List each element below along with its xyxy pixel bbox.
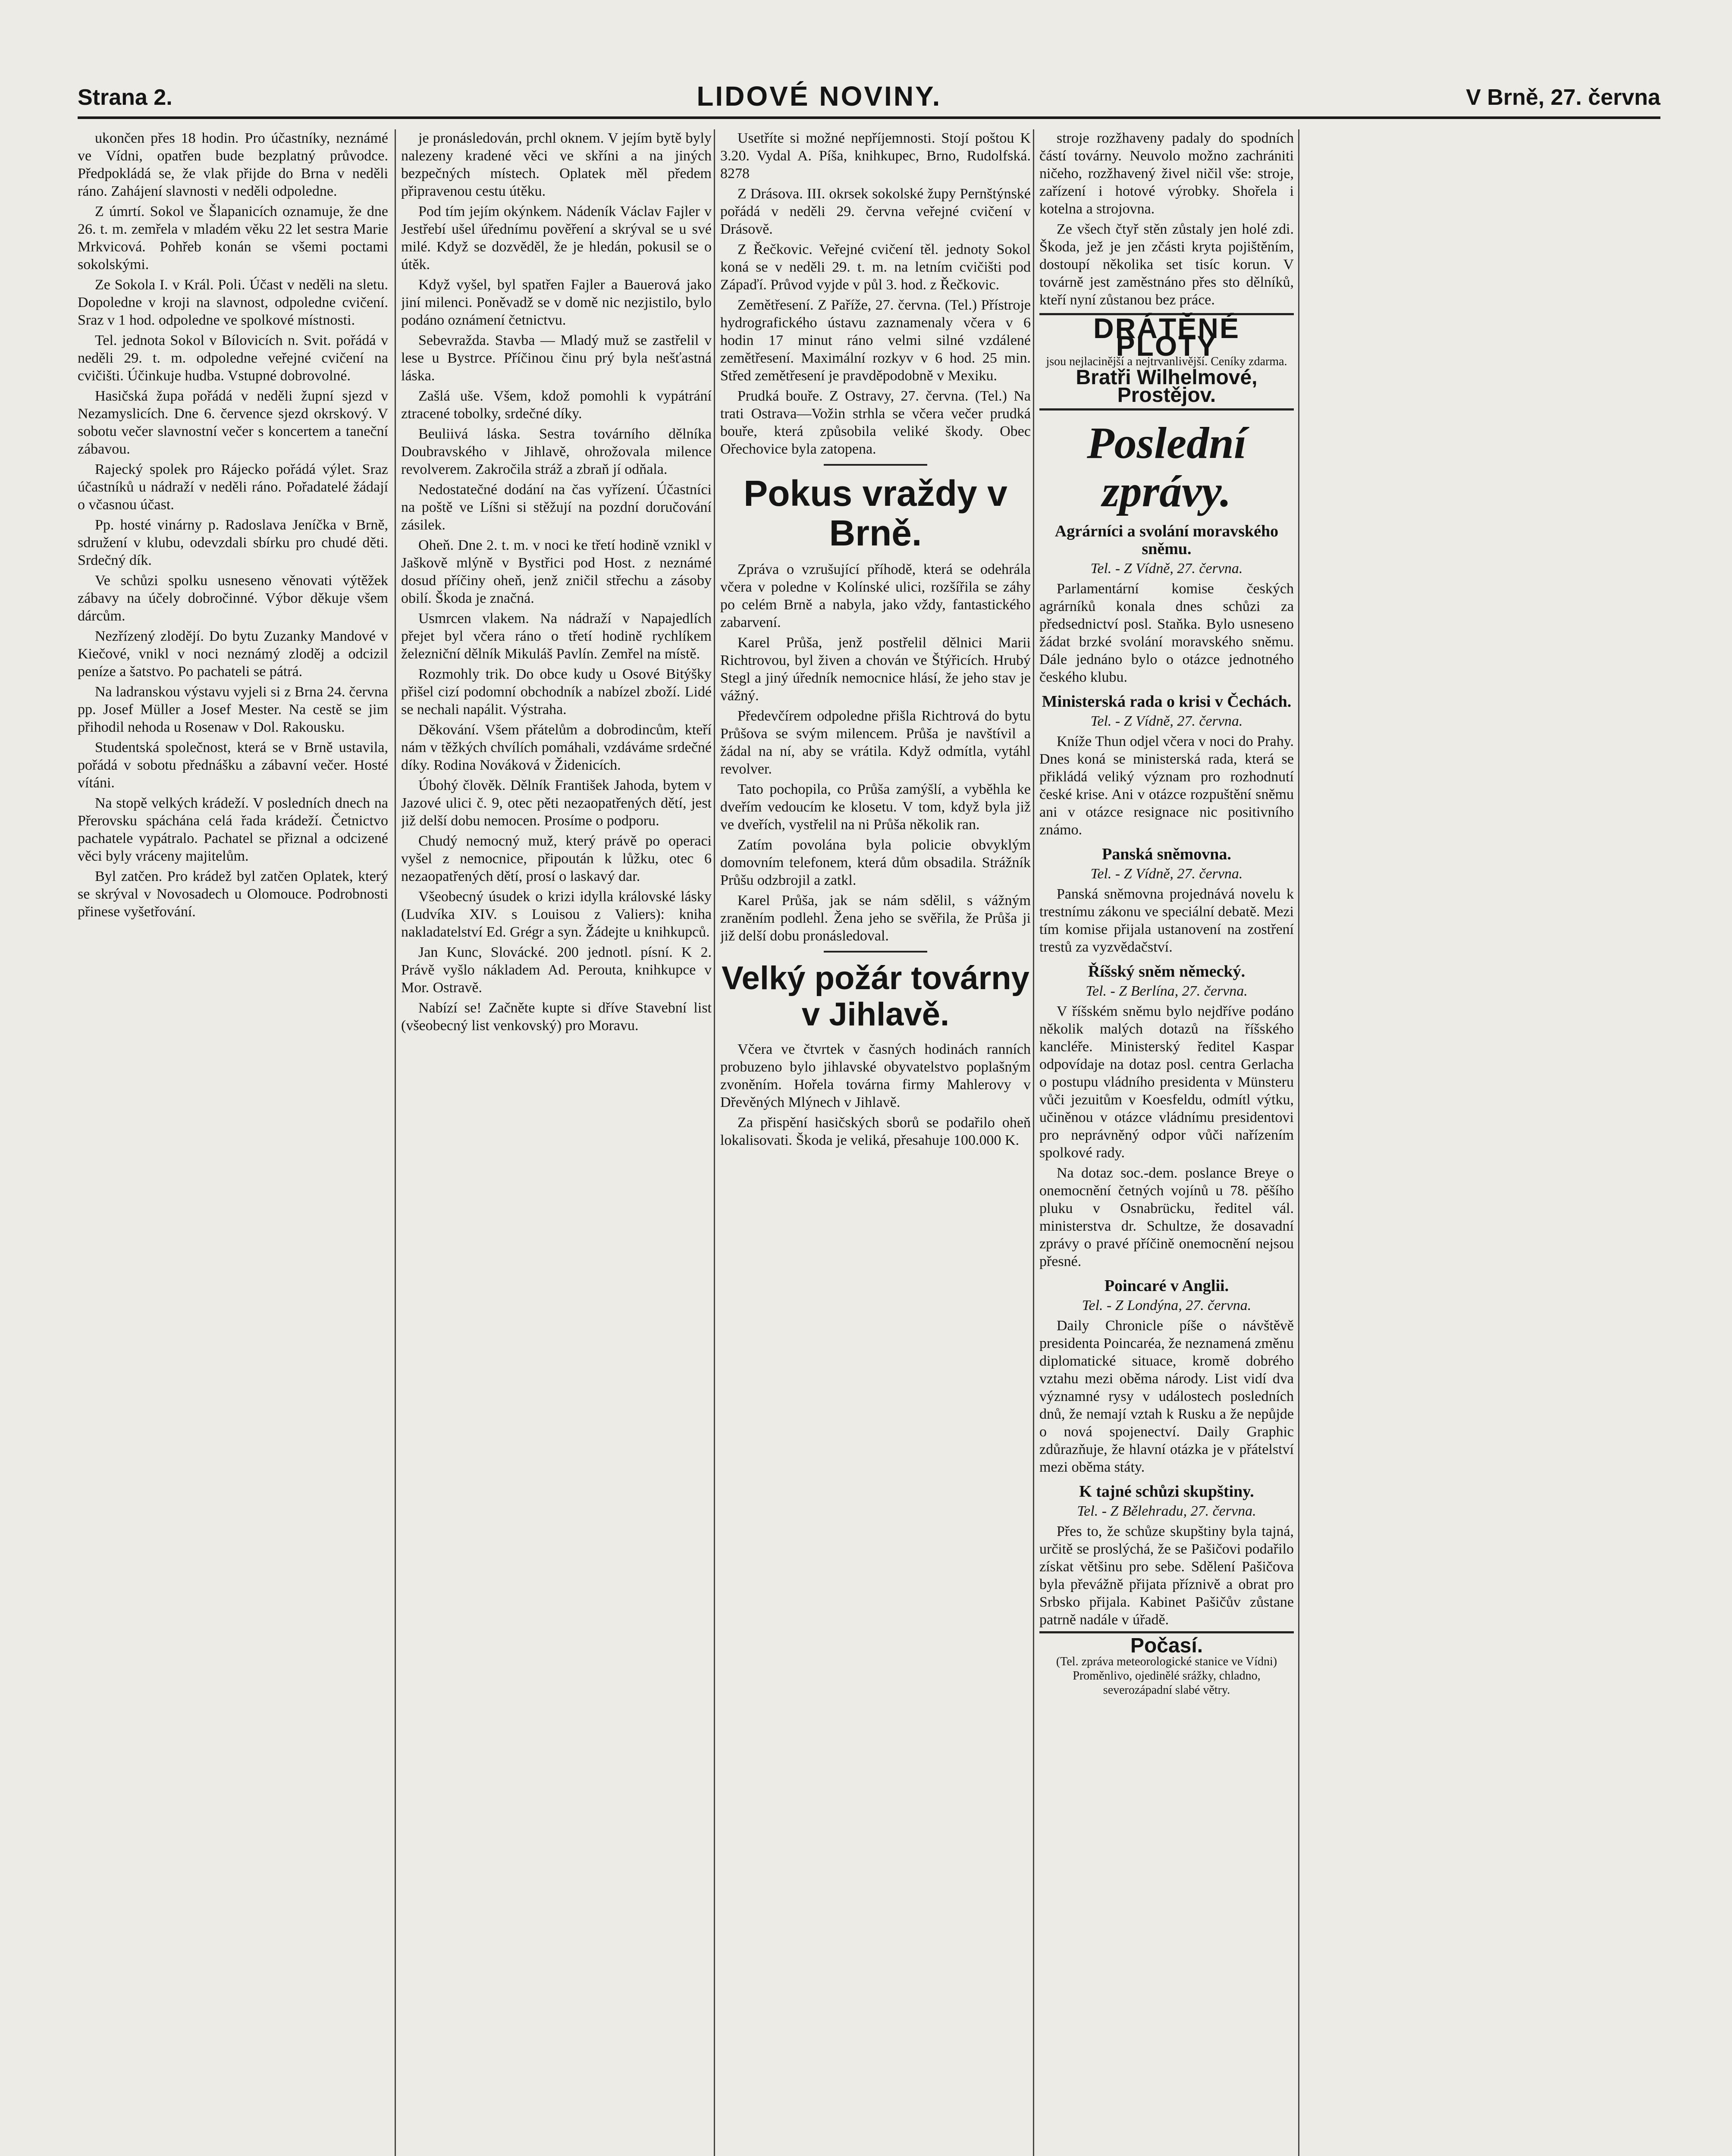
article-paragraph: Všeobecný úsudek o krizi idylla královské lásky (Ludvíka XIV. s Louisou z Valiers): kniha nakladatelství Ed. Grégr a syn. Žádejte u knihkupců. [401,889,712,940]
section-title-latest-news: Poslední zprávy. [1087,418,1246,516]
news-text: V říšském sněmu bylo nejdříve podáno několik malých dotazů na říšského kancléře. Ministerský ředitel Kaspar odpovídaje na dotaz posl. centra Gerlacha o postupu vládního presidenta v Münsteru vůči jezuitům v Koesfeldu, odmítl výtku, učiněnou v otázce vládnímu presidentovi pro neprávněný odpor vůči nařízením spolkové rady. [1039,1003,1294,1161]
article-paragraph: Nedostatečné dodání na čas vyřízení. Účastníci na poště ve Líšni si stěžují na pozdní doručování zásilek. [401,482,712,533]
article-paragraph: Rozmohly trik. Do obce kudy u Osové Bitýšky přišel cizí podomní obchodník a nabízel zboží. Lidé se nechali napálit. Výstraha. [401,666,712,718]
column-1 [78,129,388,2156]
article-paragraph: stroje rozžhaveny padaly do spodních částí továrny. Neuvolo možno zachrániti ničeho, rozžhavený živel ničil vše: stroje, zařízení i hotové výrobky. Shořela i kotelna a strojovna. [1039,130,1294,217]
article-paragraph: Zemětřesení. Z Paříže, 27. června. (Tel.) Přístroje hydrografického ústavu zaznamenaly včera v 6 hodin 17 minut ráno velmi silné vzdálené zemětřesení. Maximální rozkyv v 6 hod. 25 min. Střed zemětřesení je pravděpodobně v Mexiku. [720,297,1031,384]
article-paragraph: Prudká bouře. Z Ostravy, 27. června. (Tel.) Na trati Ostrava—Vožin strhla se včera večer prudká bouře, která způsobila veliké škody. Obec Ořechovice byla zatopena. [720,388,1031,457]
article-paragraph: Rajecký spolek pro Rájecko pořádá výlet. Sraz účastníků u nádraží v neděli ráno. Pořadatelé žádají o včasnou účast. [78,461,388,513]
separator [824,464,927,466]
article-paragraph: Když vyšel, byl spatřen Fajler a Bauerová jako jiní milenci. Poněvadž se v domě nic nezjistilo, bylo podáno oznámení četnictvu. [401,277,712,328]
news-heading: Ministerská rada o krisi v Čechách. [1042,693,1292,711]
news-dateline: Tel. - Z Vídně, 27. června. [1090,713,1243,729]
news-text: Kníže Thun odjel včera v noci do Prahy. Dnes koná se ministerská rada, která se přikládá veliký význam pro rozhodnutí české krise. Ani v otázce rozpuštění sněmu ani v otázce resignace nic positivního známo. [1039,733,1294,838]
ad-subtitle: jsou nejlacinější a nejtrvanlivější. Ceníky zdarma. [1046,355,1287,368]
separator [824,951,927,953]
article-paragraph: Z úmrtí. Sokol ve Šlapanicích oznamuje, že dne 26. t. m. zemřela v mladém věku 22 let sestra Marie Mrkvicová. Pohřeb konán se všemi poctami sokolskými. [78,204,388,273]
article-paragraph: Ve schůzi spolku usneseno věnovati výtěžek zábavy na účely dobročinné. Výbor děkuje všem dárcům. [78,573,388,624]
headline-factory-fire: Velký požár továrny v Jihlavě. [722,960,1029,1033]
article-paragraph: Za přispění hasičských sborů se podařilo oheň lokalisovati. Škoda je veliká, přesahuje 100.000 K. [720,1115,1031,1148]
dateline-header: V Brně, 27. června [1466,85,1660,110]
article-paragraph: Na stopě velkých krádeží. V posledních dnech na Přerovsku spáchána celá řada krádeží. Četnictvo pachatele vypátralo. Pachatel se přiznal a odcizené věci byly vráceny majitelům. [78,795,388,864]
news-text: Na dotaz soc.-dem. poslance Breye o onemocnění četných vojínů u 78. pěšího pluku v Osnabrücku, ředitel vál. ministerstva dr. Schultze, že dosavadní zprávy o pravé příčině onemocnění nejsou přesné. [1039,1165,1294,1269]
article-paragraph: Karel Průša, jenž postřelil dělnici Marii Richtrovou, byl živen a chován ve Štýřicích. Hrubý Stegl a jiný úředník nemocnice hlásí, že jeho stav je vážný. [720,635,1031,704]
article-paragraph: Zpráva o vzrušující příhodě, která se odehrála včera v poledne v Kolínské ulici, rozšířila se záhy po celém Brně a nabyla, jako vždy, fantastického zabarvení. [720,561,1031,630]
article-paragraph: je pronásledován, prchl oknem. V jejím bytě byly nalezeny kradené věci ve skříni a na jiných bezpečných místech. Oplatek měl předem připravenou cestu útěku. [401,130,712,199]
article-paragraph: Pp. hosté vinárny p. Radoslava Jeníčka v Brně, sdružení v klubu, odevzdali sbírku pro chudé děti. Srdečný dík. [78,517,388,568]
article-paragraph: Z Řečkovic. Veřejné cvičení těl. jednoty Sokol koná se v neděli 29. t. m. na letním cvičišti pod Zápaďí. Průvod vyjde v půl 3. hod. z Řečkovic. [720,241,1031,293]
advertisement [1039,313,1294,411]
masthead [78,78,1660,119]
article-paragraph: Oheň. Dne 2. t. m. v noci ke třetí hodině vznikl v Jaškově mlýně v Bystřici pod Host. z neznámé dosud příčiny oheň, jenž zničil střechu a zásoby obilí. Škoda je značná. [401,537,712,606]
article-paragraph: Nabízí se! Začněte kupte si dříve Stavební list (všeobecný list venkovský) pro Moravu. [401,1000,712,1034]
article-paragraph: Úbohý člověk. Dělník František Jahoda, bytem v Jazové ulici č. 9, otec pěti nezaopatřených dětí, jest již delší dobu nemocen. Prosíme o podporu. [401,777,712,829]
article-paragraph: Pod tím jejím okýnkem. Nádeník Václav Fajler v Jestřebí ušel úřednímu pověření a skrýval se u své milé. Když se dozvěděl, že je hledán, pokusil se o útěk. [401,204,712,273]
article-paragraph: Tato pochopila, co Průša zamýšlí, a vyběhla ke dveřím vedoucím ke klosetu. V tom, když byla již ve dveřích, vystřelil na ni Průša několik ran. [720,781,1031,833]
article-paragraph: Jan Kunc, Slovácké. 200 jednotl. písní. K 2. Právě vyšlo nákladem Ad. Perouta, knihkupce v Mor. Ostravě. [401,944,712,996]
column-2 [401,129,712,2156]
news-text: Panská sněmovna projednává novelu k trestnímu zákonu ve speciální debatě. Mezi tím komise přijala ustanovení na zostření trestů za vyzvědačství. [1039,886,1294,955]
article-paragraph: Děkování. Všem přátelům a dobrodincům, kteří nám v těžkých chvílích pomáhali, vzdáváme srdečné díky. Rodina Nováková v Židenicích. [401,722,712,773]
news-dateline: Tel. - Z Londýna, 27. června. [1082,1297,1252,1313]
weather-title: Počasí. [1130,1634,1203,1657]
news-dateline: Tel. - Z Vídně, 27. června. [1090,866,1243,882]
weather-text: Proměnlivo, ojedinělé srážky, chladno, severozápadní slabé větry. [1073,1669,1261,1697]
column-rule [1298,129,1299,2156]
article-paragraph: Chudý nemocný muž, který právě po operaci vyšel z nemocnice, připoután k lůžku, otec 6 nezaopatřených dětí, prosí o laskavý dar. [401,833,712,884]
news-heading: Říšský sněm německý. [1088,962,1246,981]
news-text: Daily Chronicle píše o návštěvě presidenta Poincaréa, že neznamená změnu diplomatické situace, kromě dobrého vztahu mezi oběma národy. List vidí dva významné rysy v událostech posledních dnů, že nemají vztah k Rusku a že nepůjde o nová spojenectví. Daily Graphic zdůrazňuje, že hlavní otázka je v přátelství mezi oběma státy. [1039,1318,1294,1475]
news-dateline: Tel. - Z Berlína, 27. června. [1086,983,1248,999]
article-paragraph: Včera ve čtvrtek v časných hodinách ranních probuzeno bylo jihlavské obyvatelstvo poplašným zvoněním. Hořela továrna firmy Mahlerovy v Dřevěných Mlýnech v Jihlavě. [720,1041,1031,1110]
column-rule [1033,129,1034,2156]
article-paragraph: Z Drásova. III. okrsek sokolské župy Pernštýnské pořádá v neděli 29. června veřejné cvičení v Drásově. [720,186,1031,237]
article-paragraph: Sebevražda. Stavba — Mladý muž se zastřelil v lese u Bystrce. Příčinou činu prý byla nešťastná láska. [401,332,712,384]
news-heading: Panská sněmovna. [1102,845,1231,863]
news-heading: K tajné schůzi skupštiny. [1079,1482,1254,1501]
article-paragraph: Hasičská župa pořádá v neděli župní sjezd v Nezamyslicích. Dne 6. července sjezd okrskový. V sobotu večer slavnostní večer s koncertem a taneční zábavou. [78,388,388,457]
article-paragraph: Byl zatčen. Pro krádež byl zatčen Oplatek, který se skrýval v Novosadech u Olomouce. Podrobnosti přinese vyšetřování. [78,868,388,920]
weather-source: (Tel. zpráva meteorologické stanice ve Vídni) [1056,1655,1277,1668]
column-4 [1039,129,1294,2156]
headline-murder-attempt: Pokus vraždy v Brně. [744,473,1007,553]
news-text: Parlamentární komise českých agrárníků konala dnes schůzi za předsednictví posl. Staňka. Bylo usneseno žádat brzké svolání moravského sněmu. Dále jednáno bylo o otázce jednotného českého klubu. [1039,581,1294,685]
article-paragraph: Na ladranskou výstavu vyjeli si z Brna 24. června pp. Josef Müller a Josef Mester. Na cestě se jim přihodil nehoda u Rosenaw v Dol. Rakousku. [78,684,388,735]
news-heading: Poincaré v Anglii. [1104,1277,1229,1295]
article-paragraph: Ze Sokola I. v Král. Poli. Účast v neděli na sletu. Dopoledne v kroji na slavnost, odpoledne cvičení. Sraz v 1 hod. odpoledne ve spolkové místnosti. [78,277,388,328]
news-heading: Agrárníci a svolání moravského sněmu. [1054,522,1279,558]
page-number: Strana 2. [78,85,173,110]
column-rule [714,129,715,2156]
article-paragraph: Studentská společnost, která se v Brně ustavila, pořádá v sobotu přednášku a zábavní večer. Hosté vítáni. [78,740,388,791]
newspaper-title: LIDOVÉ NOVINY. [697,81,942,112]
article-paragraph: Tel. jednota Sokol v Bílovicích n. Svit. pořádá v neděli 29. t. m. odpoledne veřejné cvičení na cvičišti. Účinkuje hudba. Vstupné dobrovolné. [78,332,388,384]
ad-title: DRÁTĚNÉ PLOTY [1093,312,1240,362]
article-paragraph: Předevčírem odpoledne přišla Richtrová do bytu Průšova se svým milencem. Průša je navštívil a žádal na ní, aby se vrátila. Když odmítla, vytáhl revolver. [720,708,1031,777]
article-paragraph: Nezřízený zlodějí. Do bytu Zuzanky Mandové v Kiečové, vnikl v noci neznámý zloděj a odcizil peníze a šatstvo. Po pachateli se pátrá. [78,628,388,680]
news-dateline: Tel. - Z Bělehradu, 27. června. [1077,1503,1256,1519]
weather-box [1039,1631,1294,1697]
article-paragraph: Usetříte si možné nepříjemnosti. Stojí poštou K 3.20. Vydal A. Píša, knihkupec, Brno, Rudolfská. 8278 [720,130,1031,182]
article-paragraph: Beuliivá láska. Sestra továrního dělníka Doubravského v Jihlavě, ohrožovala milence revolverem. Zakročila stráž a zbraň jí odňala. [401,426,712,477]
ad-company: Bratři Wilhelmové, Prostějov. [1076,366,1258,407]
news-text: Přes to, že schůze skupštiny byla tajná, určitě se proslýchá, že se Pašičovi podařilo získat většinu pro sebe. Sdělení Pašičova byla převážně přijata příznivě a obrat pro Srbsko přijala. Kabinet Pašičův zůstane patrně nadále v úřadě. [1039,1523,1294,1628]
article-paragraph: Usmrcen vlakem. Na nádraží v Napajedlích přejet byl včera ráno o třetí hodině rychlíkem železniční dělník Mikuláš Pavlín. Zemřel na místě. [401,611,712,662]
column-rule [395,129,396,2156]
news-dateline: Tel. - Z Vídně, 27. června. [1090,561,1243,577]
column-3 [720,129,1031,2156]
article-paragraph: Karel Průša, jak se nám sdělil, s vážným zraněním podlehl. Žena jeho se svěřila, že Průša ji již delší dobu pronásledoval. [720,893,1031,944]
article-paragraph: Zatím povolána byla policie obvyklým domovním telefonem, která dům obsadila. Strážník Průšu odzbrojil a zatkl. [720,837,1031,888]
article-paragraph: Ze všech čtyř stěn zůstaly jen holé zdi. Škoda, jež je jen zčásti kryta pojištěním, dostoupí několika set tisíc korun. V továrně jest zaměstnáno přes sto dělníků, kteří nyní zůstanou bez práce. [1039,221,1294,308]
article-paragraph: Zašlá uše. Všem, kdož pomohli k vypátrání ztracené tobolky, srdečné díky. [401,388,712,422]
article-paragraph: ukončen přes 18 hodin. Pro účastníky, neznámé ve Vídni, opatřen bude bezplatný průvodce. Předpokládá se, že vlak přijde do Brna v neděli ráno. Zahájení slavnosti v neděli odpoledne. [78,130,388,199]
